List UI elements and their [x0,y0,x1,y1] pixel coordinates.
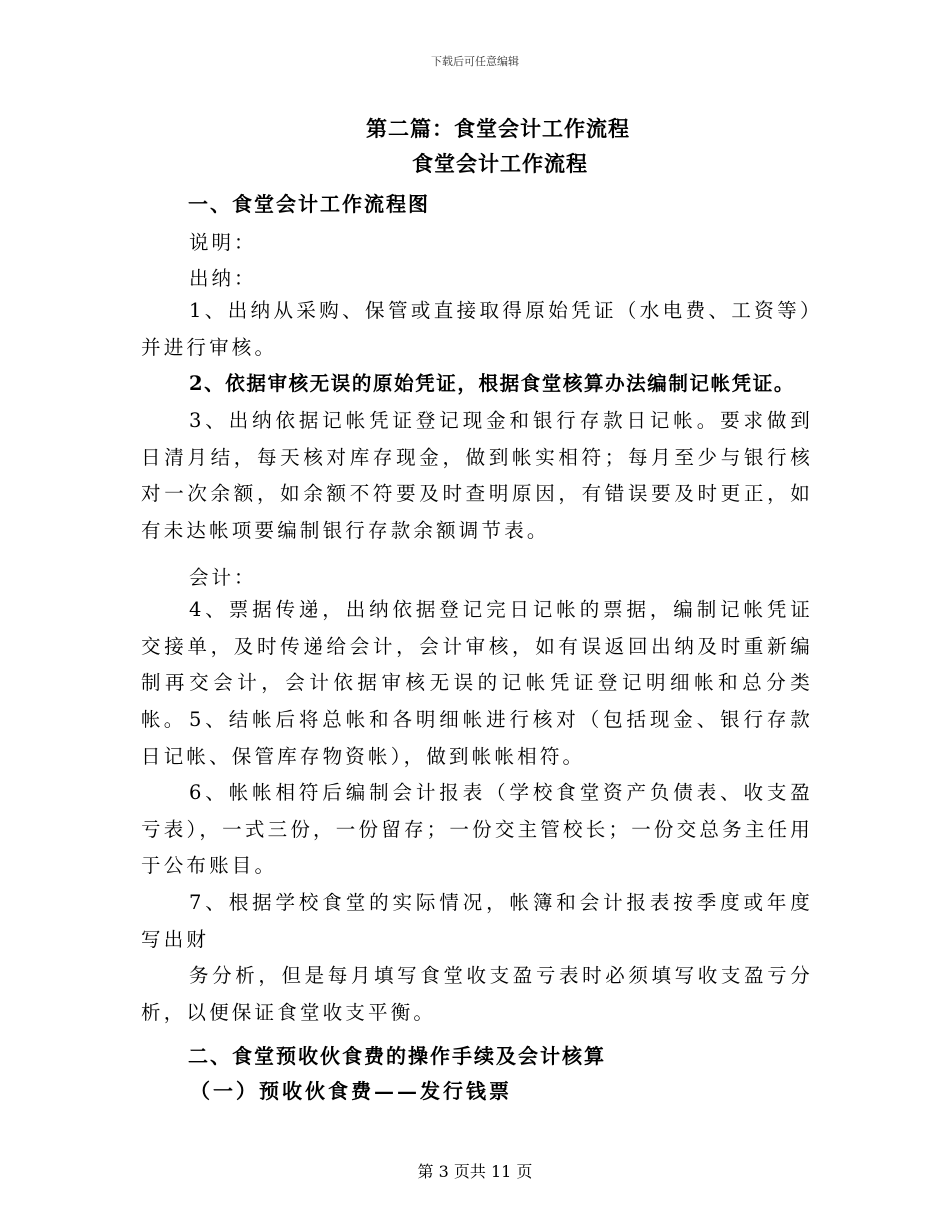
label-accountant: 会计： [189,566,257,589]
paragraph-8: 务分析，但是每月填写食堂收支盈亏表时必须填写收支盈亏分析，以便保证食堂收支平衡。 [141,964,813,1024]
label-explanation: 说明： [189,231,257,254]
paragraph-7: 7、根据学校食堂的实际情况，帐簿和会计报表按季度或年度写出财 [141,891,813,951]
paragraph-6: 6、帐帐相符后编制会计报表（学校食堂资产负债表、收支盈亏表），一式三份，一份留存；一份交主管校长；一份交总务主任用于公布账目。 [141,781,813,877]
paragraph-2: 2、依据审核无误的原始凭证，根据食堂核算办法编制记帐凭证。 [189,372,795,395]
page-header: 下载后可任意编辑 [431,55,519,68]
label-cashier: 出纳： [189,267,257,290]
page-footer: 第 3 页共 11 页 [417,1162,533,1181]
section-heading-1: 一、食堂会计工作流程图 [188,192,430,216]
paragraph-1: 1、出纳从采购、保管或直接取得原始凭证（水电费、工资等）并进行审核。 [141,299,813,359]
paragraph-5: 5、结帐后将总帐和各明细帐进行核对（包括现金、银行存款日记帐、保管库存物资帐），做到帐帐相符。 [141,708,813,768]
section-heading-2: 二、食堂预收伙食费的操作手续及会计核算 [188,1044,606,1068]
paragraph-4: 4、票据传递，出纳依据登记完日记帐的票据，编制记帐凭证交接单，及时传递给会计，会计审核，如有误返回出纳及时重新编制再交会计，会计依据审核无误的记帐凭证登记明细帐和总分类帐。 [141,598,813,731]
paragraph-3: 3、出纳依据记帐凭证登记现金和银行存款日记帐。要求做到日清月结，每天核对库存现金，做到帐实相符；每月至少与银行核对一次余额，如余额不符要及时查明原因，有错误要及时更正，如有未达帐项要编制银行存款余额调节表。 [141,409,813,542]
document-subtitle: 食堂会计工作流程 [412,151,588,176]
document-title: 第二篇：食堂会计工作流程 [366,116,630,141]
section-subheading: （一）预收伙食费——发行钱票 [190,1079,512,1103]
